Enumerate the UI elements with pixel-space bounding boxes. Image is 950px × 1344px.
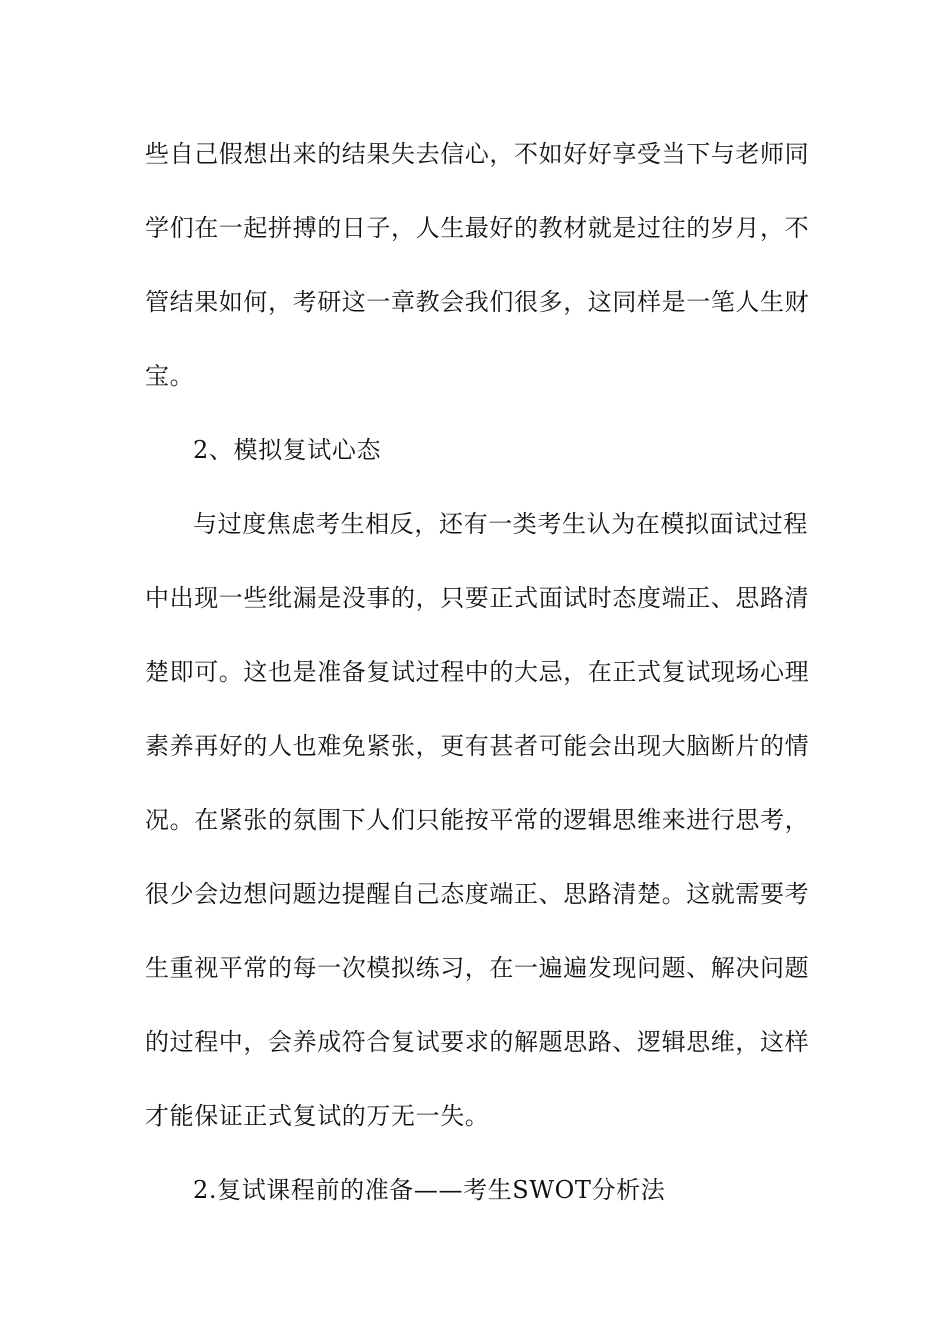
paragraph-line: 宝。 [145,362,195,390]
paragraph-line: 生重视平常的每一次模拟练习，在一遍遍发现问题、解决问题 [145,954,810,982]
section-heading: 2.复试课程前的准备——考生SWOT分析法 [193,1176,666,1204]
paragraph-line: 管结果如何，考研这一章教会我们很多，这同样是一笔人生财 [145,288,810,316]
paragraph-line: 素养再好的人也难免紧张，更有甚者可能会出现大脑断片的情 [145,732,810,760]
paragraph-line: 的过程中，会养成符合复试要求的解题思路、逻辑思维，这样 [145,1028,810,1056]
paragraph-line: 学们在一起拼搏的日子，人生最好的教材就是过往的岁月，不 [145,214,810,242]
paragraph-line: 才能保证正式复试的万无一失。 [145,1102,490,1130]
paragraph-line: 楚即可。这也是准备复试过程中的大忌，在正式复试现场心理 [145,658,810,686]
paragraph-line: 些自己假想出来的结果失去信心，不如好好享受当下与老师同 [145,140,810,168]
paragraph-line: 与过度焦虑考生相反，还有一类考生认为在模拟面试过程 [193,510,808,538]
section-heading: 2、模拟复试心态 [193,436,382,464]
paragraph-line: 中出现一些纰漏是没事的，只要正式面试时态度端正、思路清 [145,584,810,612]
paragraph-line: 况。在紧张的氛围下人们只能按平常的逻辑思维来进行思考， [145,806,810,834]
paragraph-line: 很少会边想问题边提醒自己态度端正、思路清楚。这就需要考 [145,880,810,908]
